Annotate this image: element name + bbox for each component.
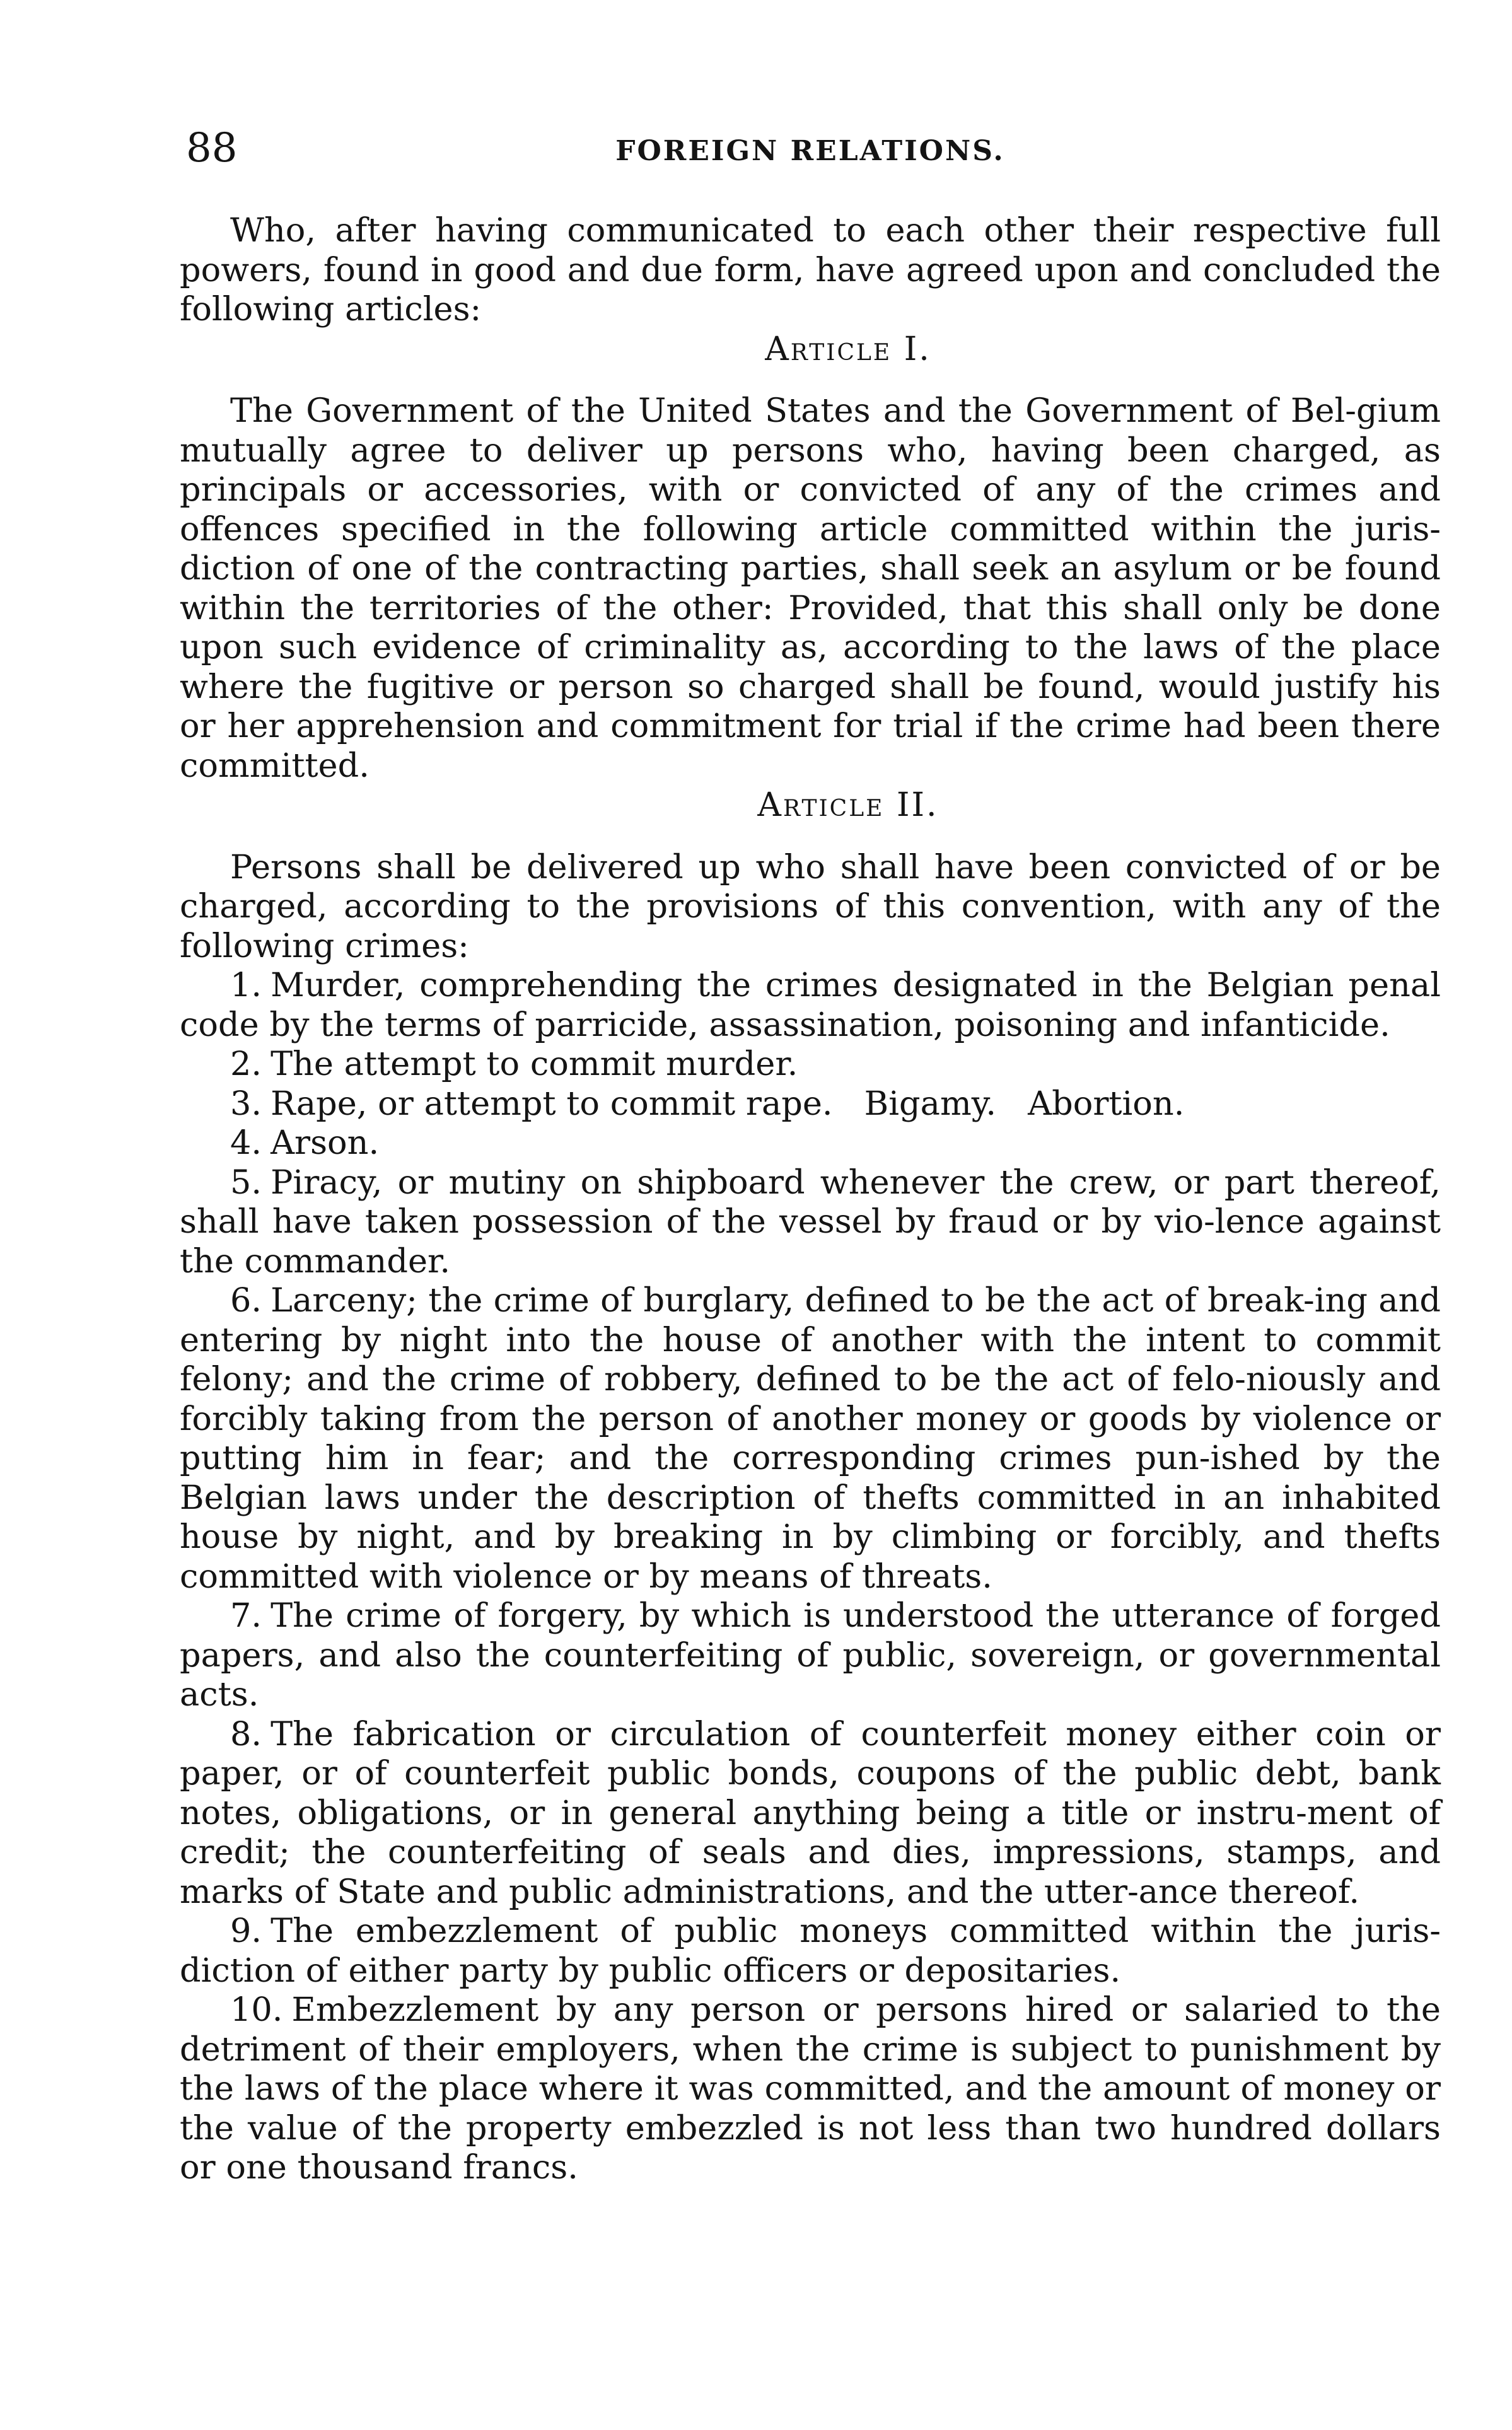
page-header: [180, 123, 1441, 173]
item-number: 5.: [230, 1163, 262, 1202]
article-2-heading: Article II.: [757, 786, 939, 824]
list-item: [180, 1084, 1441, 1124]
item-text: Arson.: [270, 1124, 380, 1162]
list-item: [180, 1596, 1441, 1715]
item-number: 8.: [230, 1714, 262, 1753]
list-item: [180, 1991, 1441, 2188]
item-number: 1.: [230, 966, 262, 1004]
item-number: 3.: [230, 1084, 262, 1123]
article-2-intro: Persons shall be delivered up who shall have been convicted of or be charged, according to the provisions of this convention, with any of the following crimes:: [180, 847, 1441, 965]
item-number: 10.: [230, 1991, 283, 2029]
item-number: 4.: [230, 1124, 262, 1162]
list-item: [180, 1715, 1441, 1912]
item-text: Piracy, or mutiny on shipboard whenever the crew, or part thereof, shall have taken possession of the vessel by fraud or by vio-lence against the commander.: [180, 1163, 1441, 1281]
list-item: [180, 1912, 1441, 1991]
item-number: 9.: [230, 1912, 262, 1950]
item-text: The attempt to commit murder.: [270, 1045, 798, 1083]
item-text: The embezzlement of public moneys committed within the juris-diction of either party by public officers or depositaries.: [180, 1912, 1441, 1990]
list-item: [180, 1124, 1441, 1163]
body-text: [180, 211, 1441, 2188]
article-1-heading: Article I.: [765, 330, 931, 368]
item-text: The crime of forgery, by which is understood the utterance of forged papers, and also the counterfeiting of public, sovereign, or governmental acts.: [180, 1596, 1441, 1714]
crimes-list: [180, 966, 1441, 2188]
item-text: Murder, comprehending the crimes designated in the Belgian penal code by the terms of parricide, assassination, poisoning and infanticide.: [180, 966, 1441, 1044]
item-text: Rape, or attempt to commit rape. Bigamy. Abortion.: [270, 1084, 1185, 1123]
article-1-text: The Government of the United States and the Government of Bel-gium mutually agree to deliver up persons who, having been charged, as principals or accessories, with or convicted of any of the crimes and offences specified in the following article committed within the juris-diction of one of the contracting parties, shall seek an asylum or be found within the territories of the other: Provided, that this shall only be done upon such evidence of criminality as, according to the laws of the place where the fugitive or person so charged shall be found, would justify his or her apprehension and commitment for trial if the crime had been there committed.: [180, 392, 1441, 785]
item-text: Larceny; the crime of burglary, defined to be the act of break-ing and entering by night into the house of another with the intent to commit felony; and the crime of robbery, defined to be the act of felo-niously and forcibly taking from the person of another money or goods by violence or putting him in fear; and the corresponding crimes pun-ished by the Belgian laws under the description of thefts committed in an inhabited house by night, and by breaking in by climbing or forcibly, and thefts committed with violence or by means of threats.: [180, 1281, 1441, 1596]
item-text: Embezzlement by any person or persons hired or salaried to the detriment of their employers, when the crime is subject to punishment by the laws of the place where it was committed, and the amount of money or the value of the property embezzled is not less than two hundred dollars or one thousand francs.: [180, 1991, 1441, 2187]
list-item: [180, 1281, 1441, 1596]
list-item: [180, 1163, 1441, 1282]
list-item: [180, 1045, 1441, 1084]
intro-paragraph: Who, after having communicated to each other their respective full powers, found in good and due form, have agreed upon and concluded the following articles:: [180, 211, 1441, 328]
list-item: [180, 966, 1441, 1045]
item-number: 6.: [230, 1281, 262, 1320]
item-number: 7.: [230, 1596, 262, 1635]
item-text: The fabrication or circulation of counterfeit money either coin or paper, or of counterfeit public bonds, coupons of the public debt, bank notes, obligations, or in general anything being a title or instru-ment of credit; the counterfeiting of seals and dies, impressions, stamps, and marks of State and public administrations, and the utter-ance thereof.: [180, 1714, 1441, 1911]
document-page: [180, 123, 1441, 2188]
page-number: 88: [186, 125, 238, 171]
item-number: 2.: [230, 1045, 262, 1083]
running-head: FOREIGN RELATIONS.: [615, 135, 1005, 167]
